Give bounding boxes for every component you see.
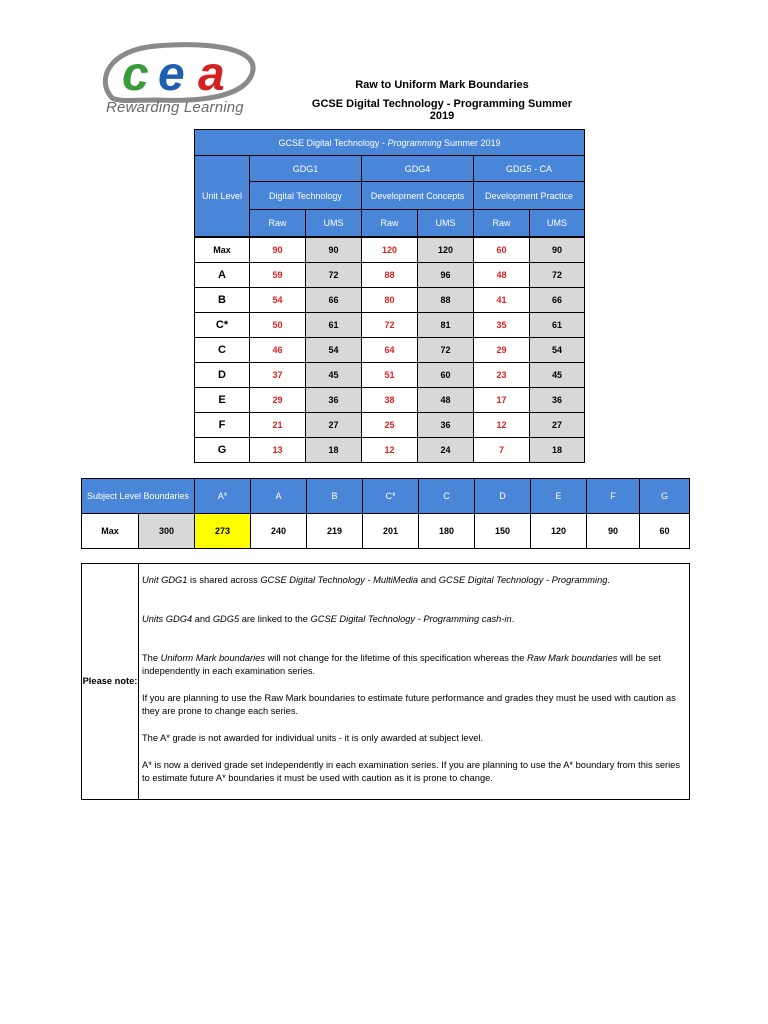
note-1: Unit GDG1 is shared across GCSE Digital Technology - MultiMedia and GCSE Digital Technology - Programming.	[142, 575, 611, 585]
ums-mark-cell: 90	[306, 237, 362, 263]
raw-mark-cell: 25	[362, 413, 418, 438]
subject-grade-header: A	[251, 479, 307, 514]
raw-mark-cell: 29	[474, 338, 530, 363]
raw-mark-cell: 21	[250, 413, 306, 438]
subject-grade-value: 201	[363, 514, 419, 549]
raw-mark-cell: 50	[250, 313, 306, 338]
raw-mark-cell: 38	[362, 388, 418, 413]
raw-mark-cell: 17	[474, 388, 530, 413]
ums-mark-cell: 120	[418, 237, 474, 263]
col-raw: Raw	[250, 210, 306, 237]
svg-text:e: e	[158, 48, 185, 101]
ums-mark-cell: 36	[530, 388, 585, 413]
raw-mark-cell: 13	[250, 438, 306, 463]
raw-mark-cell: 46	[250, 338, 306, 363]
subject-grade-header: C*	[363, 479, 419, 514]
raw-mark-cell: 59	[250, 263, 306, 288]
col-raw: Raw	[474, 210, 530, 237]
subject-grade-value: 240	[251, 514, 307, 549]
grade-label: A	[195, 263, 250, 288]
ums-mark-cell: 36	[418, 413, 474, 438]
page-title: Raw to Uniform Mark Boundaries	[355, 79, 529, 91]
note-5: The A* grade is not awarded for individual units - it is only awarded at subject level.	[142, 733, 484, 743]
raw-mark-cell: 35	[474, 313, 530, 338]
page-subtitle: GCSE Digital Technology - Programming Summer 2019	[311, 98, 573, 122]
table-row	[195, 438, 585, 463]
ums-mark-cell: 61	[530, 313, 585, 338]
notes-content	[139, 564, 690, 800]
grade-label: Max	[195, 237, 250, 263]
grade-label: G	[195, 438, 250, 463]
raw-mark-cell: 54	[250, 288, 306, 313]
ums-mark-cell: 72	[530, 263, 585, 288]
subject-grade-header: A*	[195, 479, 251, 514]
grade-label: C*	[195, 313, 250, 338]
grade-label: F	[195, 413, 250, 438]
subject-boundaries-table	[81, 478, 690, 549]
col-ums: UMS	[306, 210, 362, 237]
note-3: The Uniform Mark boundaries will not change for the lifetime of this specification whereas the Raw Mark boundaries will be set independently in each examination series.	[142, 653, 661, 676]
notes-box	[81, 563, 690, 800]
table-row	[195, 388, 585, 413]
ums-mark-cell: 81	[418, 313, 474, 338]
table-title: GCSE Digital Technology - Programming Summer 2019	[195, 130, 585, 156]
please-note-label: Please note:	[82, 564, 139, 800]
table-row	[195, 263, 585, 288]
subject-grade-value: 60	[640, 514, 690, 549]
subject-grade-header: C	[419, 479, 475, 514]
raw-mark-cell: 41	[474, 288, 530, 313]
unit-name-gdg4: Development Concepts	[362, 182, 474, 210]
subject-grade-header: G	[640, 479, 690, 514]
ums-mark-cell: 24	[418, 438, 474, 463]
subject-grade-header: D	[475, 479, 531, 514]
subject-grade-value: 219	[307, 514, 363, 549]
subject-max-value: 300	[139, 514, 195, 549]
table-row	[195, 413, 585, 438]
unit-name-gdg5: Development Practice	[474, 182, 585, 210]
raw-mark-cell: 80	[362, 288, 418, 313]
svg-text:c: c	[122, 48, 149, 101]
subject-grade-value: 273	[195, 514, 251, 549]
unit-code-gdg5: GDG5 - CA	[474, 156, 585, 182]
raw-mark-cell: 12	[474, 413, 530, 438]
ums-mark-cell: 54	[530, 338, 585, 363]
unit-code-gdg1: GDG1	[250, 156, 362, 182]
note-6: A* is now a derived grade set independently in each examination series. If you are planning to use the A* boundary from this series to estimate future A* boundaries it must be used with caution as it is prone to change.	[142, 760, 680, 783]
ums-mark-cell: 18	[306, 438, 362, 463]
subject-grade-header: B	[307, 479, 363, 514]
raw-mark-cell: 88	[362, 263, 418, 288]
table-row	[195, 313, 585, 338]
grade-label: D	[195, 363, 250, 388]
ums-mark-cell: 27	[530, 413, 585, 438]
subject-grade-value: 180	[419, 514, 475, 549]
subject-grade-value: 150	[475, 514, 531, 549]
unit-level-label: Unit Level	[195, 156, 250, 237]
raw-mark-cell: 72	[362, 313, 418, 338]
unit-code-gdg4: GDG4	[362, 156, 474, 182]
subject-level-label: Subject Level Boundaries	[82, 479, 195, 514]
raw-mark-cell: 90	[250, 237, 306, 263]
ums-mark-cell: 96	[418, 263, 474, 288]
table-row	[195, 288, 585, 313]
raw-mark-cell: 29	[250, 388, 306, 413]
raw-mark-cell: 120	[362, 237, 418, 263]
ums-mark-cell: 72	[306, 263, 362, 288]
table-row	[195, 237, 585, 263]
ums-mark-cell: 18	[530, 438, 585, 463]
ums-mark-cell: 88	[418, 288, 474, 313]
raw-mark-cell: 7	[474, 438, 530, 463]
col-raw: Raw	[362, 210, 418, 237]
subject-grade-header: E	[531, 479, 587, 514]
ums-mark-cell: 36	[306, 388, 362, 413]
ums-mark-cell: 66	[306, 288, 362, 313]
grade-label: B	[195, 288, 250, 313]
table-row	[195, 338, 585, 363]
ums-mark-cell: 48	[418, 388, 474, 413]
raw-mark-cell: 37	[250, 363, 306, 388]
raw-mark-cell: 51	[362, 363, 418, 388]
ums-mark-cell: 72	[418, 338, 474, 363]
ums-mark-cell: 60	[418, 363, 474, 388]
subject-row-label: Max	[82, 514, 139, 549]
subject-grade-value: 90	[587, 514, 640, 549]
ums-mark-cell: 45	[306, 363, 362, 388]
raw-mark-cell: 12	[362, 438, 418, 463]
unit-name-gdg1: Digital Technology	[250, 182, 362, 210]
unit-boundaries-table	[194, 129, 585, 463]
ums-mark-cell: 54	[306, 338, 362, 363]
raw-mark-cell: 23	[474, 363, 530, 388]
col-ums: UMS	[418, 210, 474, 237]
subject-grade-header: F	[587, 479, 640, 514]
note-2: Units GDG4 and GDG5 are linked to the GCSE Digital Technology - Programming cash-in.	[142, 614, 515, 624]
col-ums: UMS	[530, 210, 585, 237]
note-4: If you are planning to use the Raw Mark boundaries to estimate future performance and grades they must be used with caution as they are prone to change each series.	[142, 693, 676, 716]
subject-grade-value: 120	[531, 514, 587, 549]
raw-mark-cell: 60	[474, 237, 530, 263]
ums-mark-cell: 27	[306, 413, 362, 438]
raw-mark-cell: 64	[362, 338, 418, 363]
ums-mark-cell: 90	[530, 237, 585, 263]
ums-mark-cell: 61	[306, 313, 362, 338]
ums-mark-cell: 45	[530, 363, 585, 388]
logo-tagline: Rewarding Learning	[106, 99, 244, 116]
ums-mark-cell: 66	[530, 288, 585, 313]
raw-mark-cell: 48	[474, 263, 530, 288]
svg-text:a: a	[198, 48, 225, 101]
grade-label: C	[195, 338, 250, 363]
grade-label: E	[195, 388, 250, 413]
table-row	[195, 363, 585, 388]
